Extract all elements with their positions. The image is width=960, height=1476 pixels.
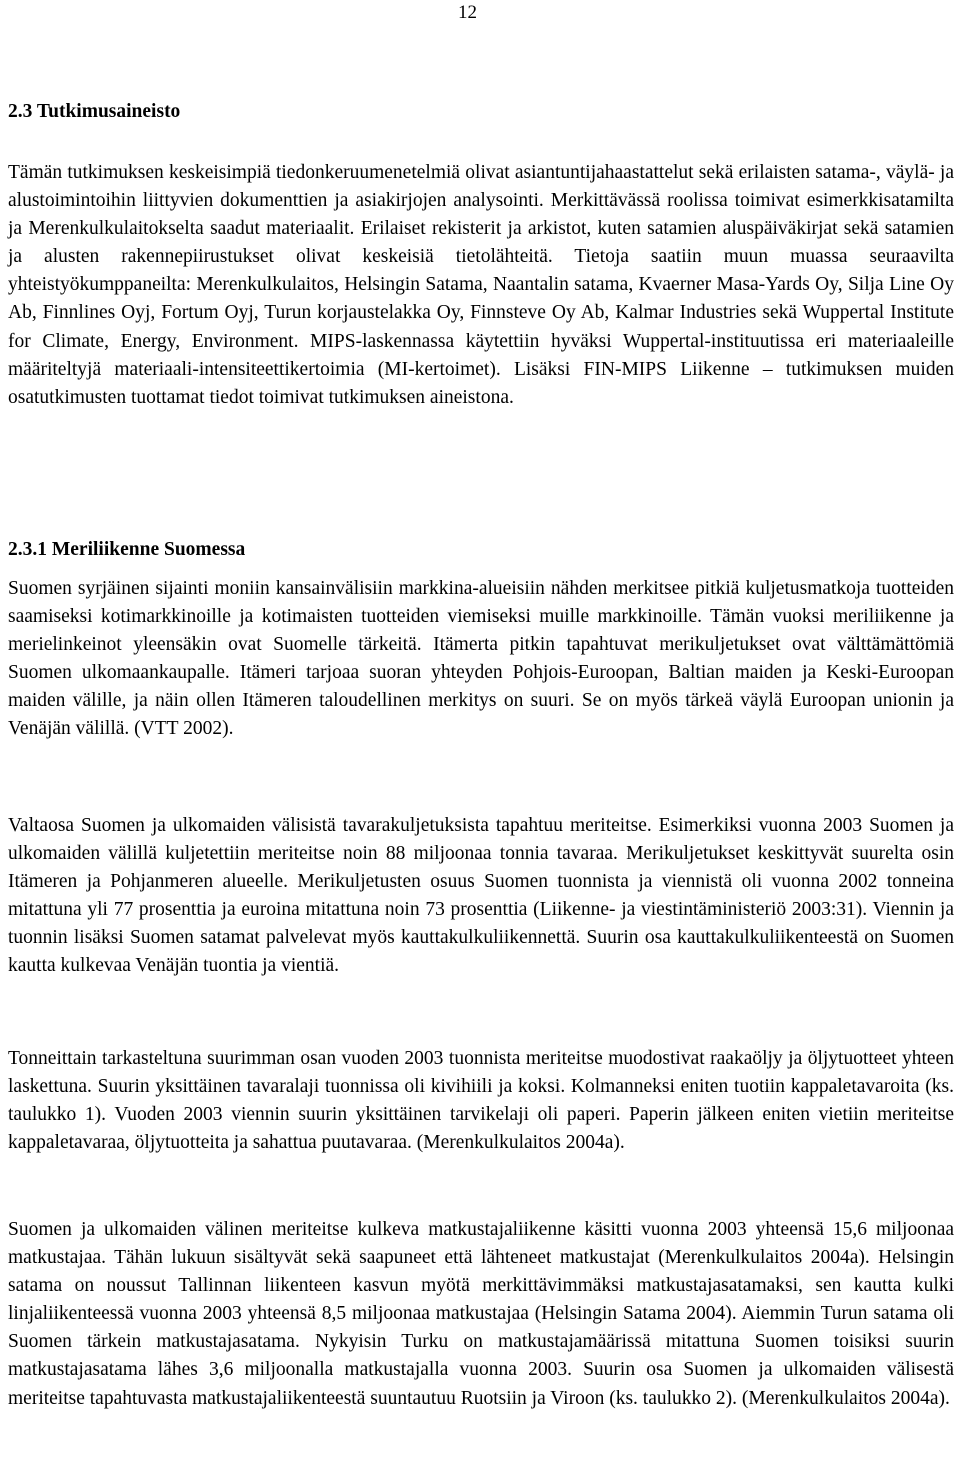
- section-heading: 2.3 Tutkimusaineisto: [8, 101, 181, 122]
- body-paragraph: Suomen syrjäinen sijainti moniin kansainvälisiin markkina-alueisiin nähden merkitsee pitkiä kuljetusmatkoja tuotteiden saamiseksi kotimarkkinoille ja kotimaisten tuotteiden viemiseksi muille markkinoille. Tämän vuoksi meriliikenne ja merielinkeinot yleensäkin ovat Suomelle tärkeitä. Itämerta pitkin tapahtuvat merikuljetukset ovat välttämättömiä Suomen ulkomaankaupalle. Itämeri tarjoaa suoran yhteyden Pohjois-Euroopan, Baltian maiden ja Keski-Euroopan maiden välille, ja näin ollen Itämeren taloudellinen merkitys on suuri. Se on myös tärkeä väylä Euroopan unionin ja Venäjän välillä. (VTT 2002).: [8, 578, 954, 740]
- subsection-heading: 2.3.1 Meriliikenne Suomessa: [8, 539, 246, 560]
- intro-paragraph: Tämän tutkimuksen keskeisimpiä tiedonkeruumenetelmiä olivat asiantuntijahaastattelut sekä erilaisten satama-, väylä- ja alustoimintoihin liittyvien dokumenttien ja asiakirjojen analysointi. Merkittävässä roolissa toimivat esimerkkisatamilta ja Merenkulkulaitokselta saadut materiaalit. Erilaiset rekisterit ja arkistot, kuten satamien aluspäiväkirjat sekä satamien ja alusten rakennepiirustukset olivat keskeisiä tietolähteitä. Tietoja saatiin muun muassa seuraavilta yhteistyökumppaneilta: Merenkulkulaitos, Helsingin Satama, Naantalin satama, Kvaerner Masa-Yards Oy, Silja Line Oy Ab, Finnlines Oyj, Fortum Oyj, Turun korjaustelakka Oy, Finnsteve Oy Ab, Kalmar Industries sekä Wuppertal Institute for Climate, Energy, Environment. MIPS-laskennassa käytettiin hyväksi Wuppertal-instituutissa eri materiaaleille määriteltyjä materiaali-intensiteettikertoimia (MI-kertoimet). Lisäksi FIN-MIPS Liikenne – tutkimuksen muiden osatutkimusten tuottamat tiedot toimivat tutkimuksen aineistona.: [8, 162, 954, 408]
- body-paragraph: Tonneittain tarkasteltuna suurimman osan vuoden 2003 tuonnista meriteitse muodostivat raakaöljy ja öljytuotteet yhteen laskettuna. Suurin yksittäinen tavaralaji tuonnissa oli kivihiili ja koksi. Kolmanneksi eniten tuotiin kappaletavaroita (ks. taulukko 1). Vuoden 2003 viennin suurin yksittäinen tarvikelaji oli paperi. Paperin jälkeen eniten vietiin meriteitse kappaletavaraa, öljytuotteita ja sahattua puutavaraa. (Merenkulkulaitos 2004a).: [8, 1048, 954, 1154]
- body-paragraph: Suomen ja ulkomaiden välinen meriteitse kulkeva matkustajaliikenne käsitti vuonna 2003 yhteensä 15,6 miljoonaa matkustajaa. Tähän lukuun sisältyvät sekä saapuneet että lähteneet matkustajat (Merenkulkulaitos 2004a). Helsingin satama on noussut Tallinnan liikenteen kasvun myötä merkittävimmäksi matkustajasatamaksi, sen kautta kulki linjaliikenteessä vuonna 2003 yhteensä 8,5 miljoonaa matkustajaa (Helsingin Satama 2004). Aiemmin Turun satama oli Suomen tärkein matkustajasatama. Nykyisin Turku on matkustajamäärissä mitattuna Suomen toisiksi suurin matkustajasatama lähes 3,6 miljoonalla matkustajalla vuonna 2003. Suurin osa Suomen ja ulkomaiden välisestä meriteitse tapahtuvasta matkustajaliikenteestä suuntautuu Ruotsiin ja Viroon (ks. taulukko 2). (Merenkulkulaitos 2004a).: [8, 1219, 954, 1409]
- body-paragraph: Valtaosa Suomen ja ulkomaiden välisistä tavarakuljetuksista tapahtuu meriteitse. Esimerkiksi vuonna 2003 Suomen ja ulkomaiden välillä kuljetettiin meriteitse noin 88 miljoonaa tonnia tavaraa. Merikuljetukset keskittyvät suurelta osin Itämeren ja Pohjanmeren alueelle. Merikuljetusten osuus Suomen tuonnista ja viennistä oli vuonna 2002 tonneina mitattuna yli 77 prosenttia ja euroina mitattuna noin 73 prosenttia (Liikenne- ja viestintäministeriö 2003:31). Viennin ja tuonnin lisäksi Suomen satamat palvelevat myös kauttakulkuliikennettä. Suurin osa kauttakulkuliikenteestä on Suomen kautta kulkevaa Venäjän tuontia ja vientiä.: [8, 815, 954, 977]
- page-number: 12: [458, 2, 477, 23]
